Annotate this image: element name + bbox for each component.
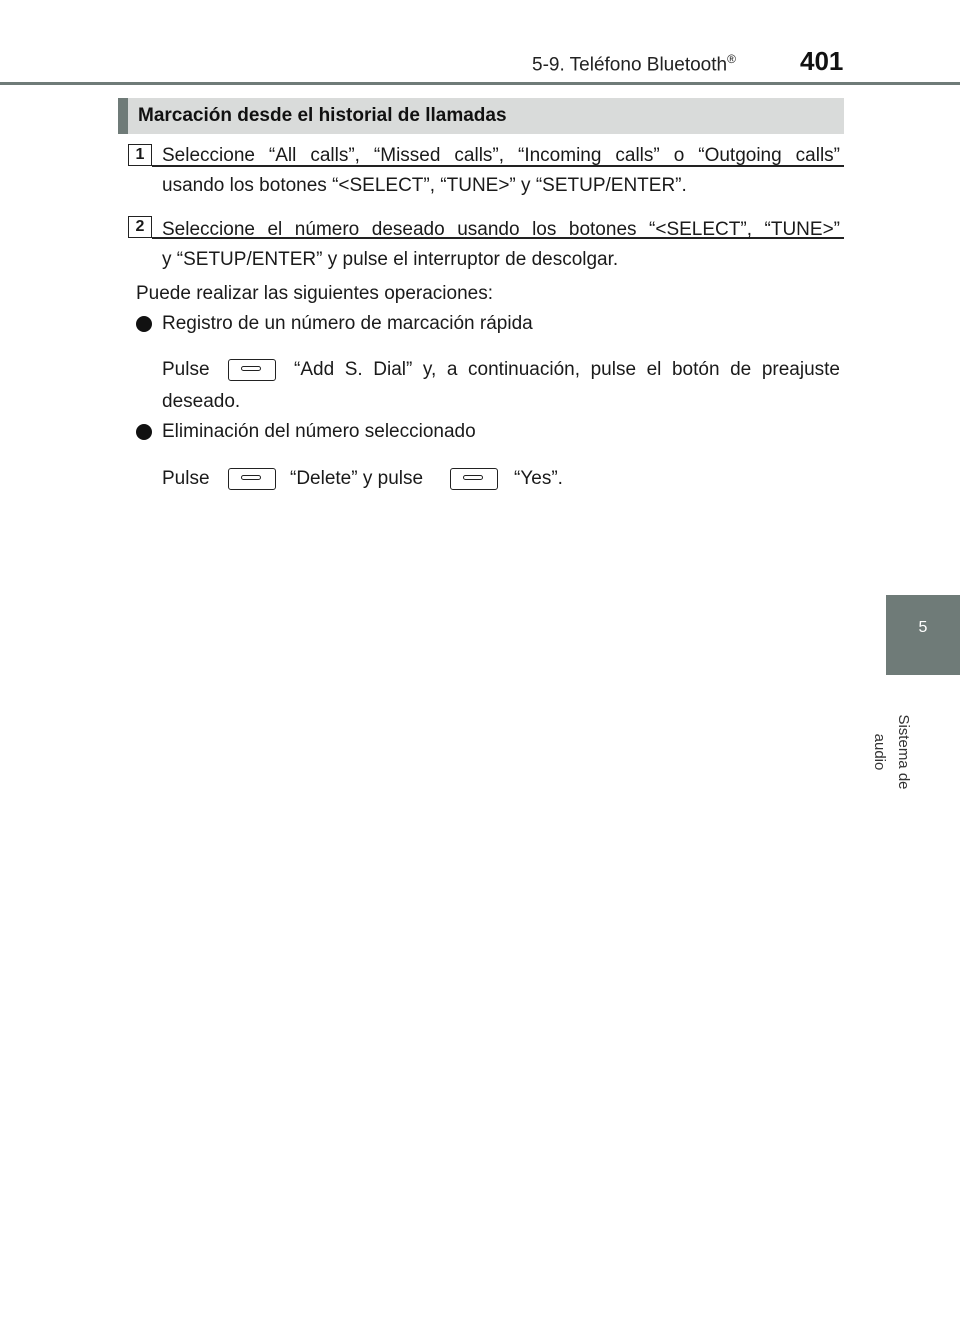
page-header (0, 0, 960, 90)
menu-button-icon (228, 359, 276, 381)
step-number-badge: 2 (128, 216, 152, 238)
chapter-tab-number: 5 (918, 619, 928, 636)
bullet-icon (136, 316, 152, 332)
operation-2-text-1: “Delete” y pulse (290, 468, 424, 489)
header-rule (0, 82, 960, 85)
operation-2-title: Eliminación del número seleccionado (162, 421, 476, 442)
menu-button-icon (228, 468, 276, 490)
operation-2-text-2: “Yes”. (514, 468, 563, 489)
operation-1-pulse: Pulse (162, 359, 210, 380)
step-1-text-line-2: usando los botones “<SELECT”, “TUNE>” y “SETUP/ENTER”. (162, 175, 687, 196)
menu-button-icon (450, 468, 498, 490)
operations-intro: Puede realizar las siguientes operaciones: (136, 283, 493, 304)
operation-1-text-line-2: deseado. (162, 391, 241, 412)
operation-2-pulse: Pulse (162, 468, 210, 489)
step-2-text-line-2: y “SETUP/ENTER” y pulse el interruptor de descolgar. (162, 249, 619, 270)
step-1-text-line-1: Seleccione “All calls”, “Missed calls”, “Incoming calls” o “Outgoing calls” (162, 145, 840, 166)
header-section-title: 5-9. Teléfono Bluetooth® (532, 52, 736, 76)
bullet-icon (136, 424, 152, 440)
chapter-tab (886, 595, 960, 675)
operation-1-text-line-1: “Add S. Dial” y, a continuación, pulse el botón de preajuste (294, 359, 840, 380)
section-heading-title: Marcación desde el historial de llamadas (138, 105, 507, 126)
section-heading-accent (118, 98, 128, 134)
step-number-badge: 1 (128, 144, 152, 166)
operation-1-title: Registro de un número de marcación rápida (162, 313, 533, 334)
step-2-text-line-1: Seleccione el número deseado usando los botones “<SELECT”, “TUNE>” (162, 219, 840, 240)
page-number: 401 (800, 46, 844, 76)
section-heading (118, 98, 844, 134)
chapter-tab-label: Sistema de audio (871, 714, 912, 790)
